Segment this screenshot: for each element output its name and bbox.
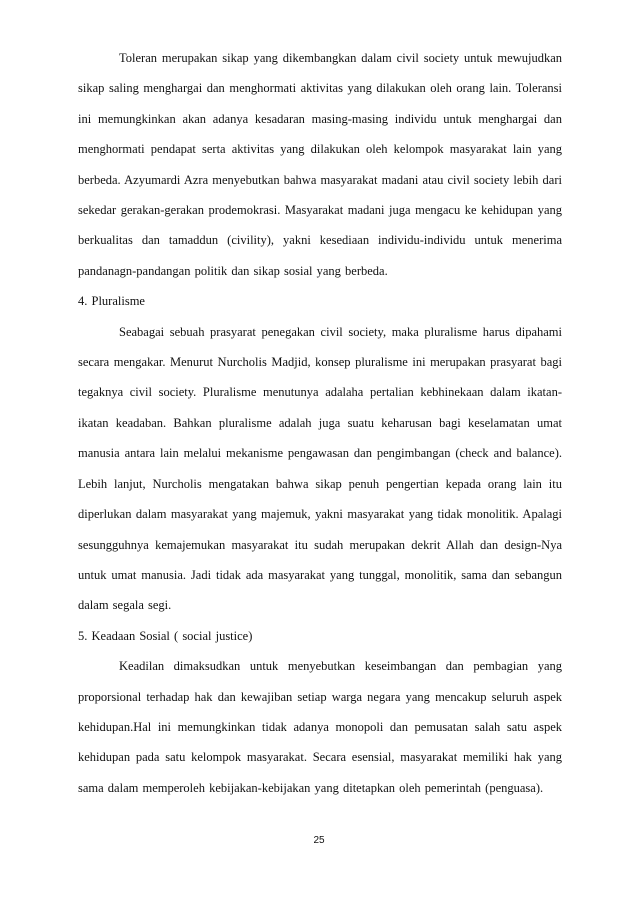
paragraph-pluralisme: Seabagai sebuah prasyarat penegakan civil society, maka pluralisme harus dipahami secara mengakar. Menurut Nurcholis Madjid, konsep pluralisme ini merupakan prasyarat bagi tegaknya civil society. Pluralisme menutunya adalaha pertalian kebhinekaan dalam ikatan-ikatan keadaban. Bahkan pluralisme adalah juga suatu keharusan bagi keselamatan umat manusia antara lain melalui mekanisme pengawasan dan pengimbangan (check and balance). Lebih lanjut, Nurcholis mengatakan bahwa sikap penuh pengertian kepada orang lain itu diperlukan dalam masyarakat yang majemuk, yakni masyarakat yang tidak monolitik. Apalagi sesungguhnya kemajemukan masyarakat itu sudah merupakan dekrit Allah dan design-Nya untuk umat manusia. Jadi tidak ada masyarakat yang tunggal, monolitik, sama dan sebangun dalam segala segi. bbox=[78, 324, 562, 613]
page-number: 25 bbox=[313, 835, 325, 846]
body-text bbox=[78, 43, 562, 803]
paragraph-toleran: Toleran merupakan sikap yang dikembangkan dalam civil society untuk mewujudkan sikap saling menghargai dan menghormati aktivitas yang dilakukan oleh orang lain. Toleransi ini memungkinkan akan adanya kesadaran masing-masing individu untuk menghargai dan menghormati pendapat serta aktivitas yang dilakukan oleh kelompok masyarakat lain yang berbeda. Azyumardi Azra menyebutkan bahwa masyarakat madani atau civil society lebih dari sekedar gerakan-gerakan prodemokrasi. Masyarakat madani juga mengacu ke kehidupan yang berkualitas dan tamaddun (civility), yakni kesediaan individu-individu untuk menerima pandanagn-pandangan politik dan sikap sosial yang berbeda. bbox=[78, 51, 562, 278]
heading-keadaan-sosial: 5. Keadaan Sosial ( social justice) bbox=[78, 628, 253, 643]
paragraph-keadilan: Keadilan dimaksudkan untuk menyebutkan keseimbangan dan pembagian yang proporsional terhadap hak dan kewajiban setiap warga negara yang mencakup seluruh aspek kehidupan.Hal ini memungkinkan tidak adanya monopoli dan pemusatan salah satu aspek kehidupan pada satu kelompok masyarakat. Secara esensial, masyarakat memiliki hak yang sama dalam memperoleh kebijakan-kebijakan yang ditetapkan oleh pemerintah (penguasa). bbox=[78, 659, 562, 795]
heading-pluralisme: 4. Pluralisme bbox=[78, 294, 145, 309]
